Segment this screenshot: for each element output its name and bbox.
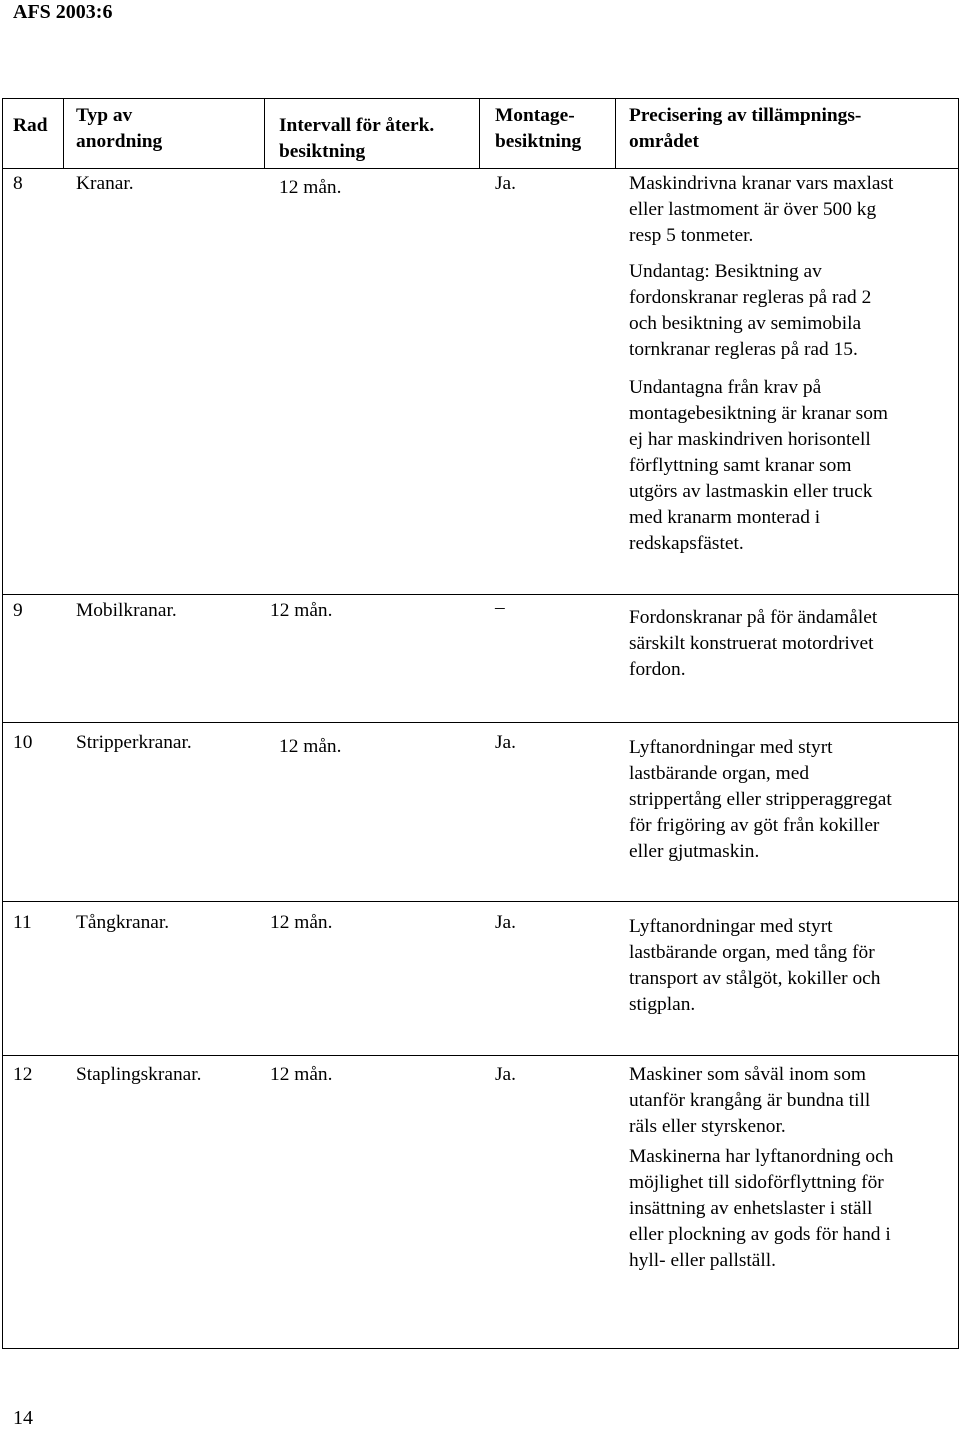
text-line: transport av stålgöt, kokiller och xyxy=(629,968,881,989)
row-8-para-2 xyxy=(629,259,954,363)
text-line: redskapsfästet. xyxy=(629,533,744,554)
row-11-cell xyxy=(3,902,959,1056)
row-11-typ: Tångkranar. xyxy=(76,912,170,933)
text-line: förflyttning samt kranar som xyxy=(629,455,852,476)
text-line: möjlighet till sidoförflyttning för xyxy=(629,1172,884,1193)
row-9-rad: 9 xyxy=(13,600,23,621)
text-line: särskilt konstruerat motordrivet xyxy=(629,633,874,654)
text-line: eller plockning av gods för hand i xyxy=(629,1224,891,1245)
row-8-typ: Kranar. xyxy=(76,173,134,194)
header-typ xyxy=(64,99,265,169)
text-line: Fordonskranar på för ändamålet xyxy=(629,607,878,628)
text-line: tornkranar regleras på rad 15. xyxy=(629,339,858,360)
document-id: AFS 2003:6 xyxy=(13,1,113,23)
row-12-para-1 xyxy=(629,1062,954,1140)
row-12-para-2 xyxy=(629,1144,954,1274)
text-line: Lyftanordningar med styrt xyxy=(629,737,833,758)
row-8-precisering xyxy=(629,171,954,557)
header-precisering-line2: området xyxy=(629,131,699,152)
row-12-precisering xyxy=(629,1062,954,1274)
header-montage-line2: besiktning xyxy=(495,131,582,152)
row-12-intervall: 12 mån. xyxy=(270,1064,333,1085)
row-11-montage: Ja. xyxy=(495,912,517,933)
text-line: ej har maskindriven horisontell xyxy=(629,429,871,450)
header-typ-line2: anordning xyxy=(76,131,163,152)
page-number: 14 xyxy=(13,1407,33,1429)
table-header-row xyxy=(3,99,959,169)
text-line: Undantagna från krav på xyxy=(629,377,822,398)
table-row xyxy=(3,902,959,1056)
text-line: stigplan. xyxy=(629,994,696,1015)
text-line: lastbärande organ, med tång för xyxy=(629,942,875,963)
inspection-table xyxy=(2,98,959,1349)
row-9-precisering xyxy=(629,605,954,683)
text-line: insättning av enhetslaster i ställ xyxy=(629,1198,873,1219)
text-line: lastbärande organ, med xyxy=(629,763,810,784)
text-line: eller lastmoment är över 500 kg xyxy=(629,199,877,220)
table-row xyxy=(3,1056,959,1349)
table-row xyxy=(3,723,959,902)
row-12-typ: Staplingskranar. xyxy=(76,1064,202,1085)
row-9-intervall: 12 mån. xyxy=(270,600,333,621)
text-line: utgörs av lastmaskin eller truck xyxy=(629,481,873,502)
row-8-rad: 8 xyxy=(13,173,23,194)
row-10-typ: Stripperkranar. xyxy=(76,732,192,753)
row-10-cell xyxy=(3,723,959,902)
text-line: Lyftanordningar med styrt xyxy=(629,916,833,937)
text-line: resp 5 tonmeter. xyxy=(629,225,754,246)
row-12-montage: Ja. xyxy=(495,1064,517,1085)
header-precisering-line1: Precisering av tillämpnings- xyxy=(629,105,862,126)
text-line: hyll- eller pallställ. xyxy=(629,1250,777,1271)
row-10-precisering xyxy=(629,735,954,865)
row-9-montage: – xyxy=(495,597,505,618)
row-8-para-1 xyxy=(629,171,954,249)
text-line: Maskiner som såväl inom som xyxy=(629,1064,866,1085)
row-12-rad: 12 xyxy=(13,1064,33,1085)
text-line: eller gjutmaskin. xyxy=(629,841,760,862)
row-8-montage: Ja. xyxy=(495,173,517,194)
header-montage-line1: Montage- xyxy=(495,105,575,126)
row-11-intervall: 12 mån. xyxy=(270,912,333,933)
table-row xyxy=(3,169,959,595)
header-precisering xyxy=(616,99,959,169)
row-10-montage: Ja. xyxy=(495,732,517,753)
text-line: med kranarm monterad i xyxy=(629,507,821,528)
row-11-rad: 11 xyxy=(13,912,32,933)
header-rad-label: Rad xyxy=(13,115,48,136)
text-line: montagebesiktning är kranar som xyxy=(629,403,889,424)
text-line: utanför krangång är bundna till xyxy=(629,1090,871,1111)
row-8-cell xyxy=(3,169,959,595)
text-line: räls eller styrskenor. xyxy=(629,1116,786,1137)
row-10-rad: 10 xyxy=(13,732,33,753)
text-line: Maskindrivna kranar vars maxlast xyxy=(629,173,894,194)
text-line: för frigöring av göt från kokiller xyxy=(629,815,880,836)
text-line: och besiktning av semimobila xyxy=(629,313,862,334)
row-11-precisering xyxy=(629,914,954,1018)
text-line: strippertång eller stripperaggregat xyxy=(629,789,892,810)
table-row xyxy=(3,595,959,723)
row-10-intervall: 12 mån. xyxy=(279,736,342,757)
text-line: Undantag: Besiktning av xyxy=(629,261,822,282)
header-montage xyxy=(480,99,616,169)
row-12-cell xyxy=(3,1056,959,1349)
header-typ-line1: Typ av xyxy=(76,105,133,126)
row-8-para-3 xyxy=(629,375,954,557)
row-9-typ: Mobilkranar. xyxy=(76,600,177,621)
text-line: fordon. xyxy=(629,659,686,680)
header-intervall-line1: Intervall för återk. xyxy=(279,115,435,136)
row-8-intervall: 12 mån. xyxy=(279,177,342,198)
text-line: Maskinerna har lyftanordning och xyxy=(629,1146,894,1167)
row-9-cell xyxy=(3,595,959,723)
header-rad xyxy=(3,99,64,169)
text-line: fordonskranar regleras på rad 2 xyxy=(629,287,872,308)
header-intervall xyxy=(265,99,480,169)
header-intervall-line2: besiktning xyxy=(279,141,366,162)
